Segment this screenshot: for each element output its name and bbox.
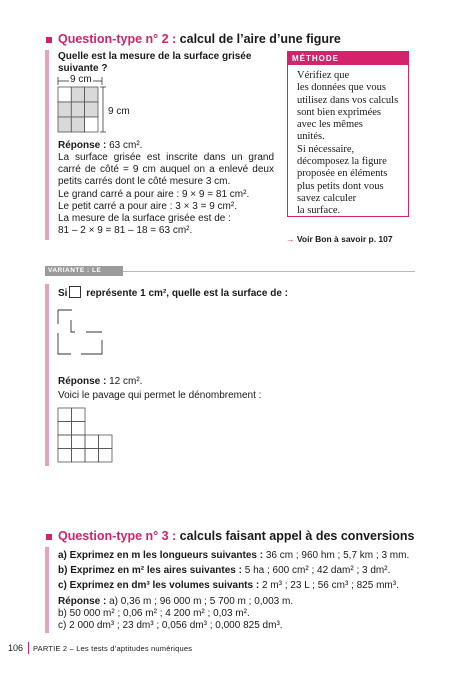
methode-line: proposée en éléments <box>297 168 388 180</box>
pavage-grid-figure <box>58 408 128 468</box>
variante-margin-bar <box>45 284 49 466</box>
variante-answer-value: 12 cm². <box>106 376 143 387</box>
footer-divider <box>28 642 29 654</box>
explanation-line: La surface grisée est inscrite dans un grand <box>58 152 274 163</box>
methode-text <box>297 70 405 218</box>
variante-question <box>58 286 288 300</box>
dimension-side-label: 9 cm <box>108 106 130 117</box>
section2-question: Quelle est la mesure de la surface grisée suivante ? <box>58 51 252 74</box>
unit-square-icon <box>69 286 81 298</box>
conversion-item <box>58 578 409 593</box>
methode-line: unités. <box>297 131 325 143</box>
variante-tag: VARIANTE : LE PAVAGE <box>45 266 123 276</box>
methode-line: décomposez la figure <box>297 156 387 168</box>
section2-margin-bar <box>45 50 49 240</box>
heading-bullet-icon <box>46 37 52 43</box>
methode-line: Si nécessaire, <box>297 143 355 155</box>
conversion-item <box>58 548 409 563</box>
section2-answer-value: 63 cm². <box>106 140 143 151</box>
dimension-top-label: 9 cm <box>70 74 92 85</box>
methode-line: les données que vous <box>297 82 386 94</box>
variante-question-post: représente 1 cm², quelle est la surface de : <box>83 288 288 299</box>
section3-heading <box>46 529 415 543</box>
section2-title: calcul de l’aire d’une figure <box>176 32 341 46</box>
l-shape-figure <box>58 310 118 360</box>
conversion-item-values: 2 m³ ; 23 L ; 56 cm³ ; 825 mm³. <box>259 580 399 591</box>
section3-answer-label: Réponse : <box>58 596 107 607</box>
conversion-item-label: c) Exprimez en dm³ les volumes suivants : <box>58 580 260 591</box>
footer-text: PARTIE 2 – Les tests d’aptitudes numériques <box>33 644 193 653</box>
methode-line: avec les mêmes <box>297 119 363 131</box>
answer-line: b) 50 000 m² ; 0,06 m² ; 4 200 m² ; 0,03 m². <box>58 608 250 619</box>
heading-bullet-icon <box>46 534 52 540</box>
section3-margin-bar <box>45 547 49 633</box>
variante-question-pre: Si <box>58 288 68 299</box>
variante-answer <box>58 376 142 388</box>
methode-line: plus petits dont vous <box>297 180 384 192</box>
page-number: 106 <box>8 643 24 653</box>
methode-line: sont bien exprimées <box>297 106 381 118</box>
methode-line: Vérifiez que <box>297 70 350 81</box>
variante-explanation: Voici le pavage qui permet le dénombrement : <box>58 390 262 401</box>
methode-line: utilisez dans vos calculs <box>297 94 399 106</box>
conversion-item <box>58 563 409 578</box>
explanation-line: Le grand carré a pour aire : 9 × 9 = 81 cm². <box>58 188 250 200</box>
variante-answer-label: Réponse : <box>58 376 107 387</box>
explanation-line: La mesure de la surface grisée est de : <box>58 213 231 225</box>
section2-answer <box>58 140 142 152</box>
methode-header: MÉTHODE <box>288 52 408 65</box>
methode-box <box>287 51 409 217</box>
section3-label: Question-type n° 3 : <box>58 529 177 543</box>
section3-title: calculs faisant appel à des conversions <box>176 529 415 543</box>
section2-heading <box>46 32 341 46</box>
section3-answers <box>58 596 293 632</box>
explanation-line: 81 – 2 × 9 = 81 – 18 = 63 cm². <box>58 225 193 237</box>
answer-line: c) 2 000 dm³ ; 23 dm³ ; 0,056 dm³ ; 0,000 825 dm³. <box>58 620 283 631</box>
section2-explanation <box>58 152 274 237</box>
section3-items <box>58 548 409 593</box>
answer-text: a) 0,36 m ; 96 000 m ; 5 700 m ; 0,003 m. <box>106 596 294 607</box>
conversion-item-label: b) Exprimez en m² les aires suivantes : <box>58 565 242 576</box>
methode-line: la surface. <box>297 205 341 217</box>
section2-label: Question-type n° 2 : <box>58 32 177 46</box>
voir-text: Voir Bon à savoir p. 107 <box>294 234 393 244</box>
conversion-item-values: 5 ha ; 600 cm² ; 42 dam² ; 3 dm². <box>241 565 391 576</box>
explanation-line: petits carrés dont le côté mesure 3 cm. <box>58 176 231 188</box>
conversion-item-label: a) Exprimez en m les longueurs suivantes : <box>58 550 264 561</box>
explanation-line: Le petit carré a pour aire : 3 × 3 = 9 cm². <box>58 200 237 212</box>
voir-bon-a-savoir-link[interactable] <box>286 234 393 244</box>
methode-line: savez calculer <box>297 192 357 204</box>
conversion-item-values: 36 cm ; 960 hm ; 5,7 km ; 3 mm. <box>263 550 410 561</box>
explanation-line: carré de côté = 9 cm auquel on a enlevé deux <box>58 164 274 176</box>
section2-answer-label: Réponse : <box>58 140 107 151</box>
arrow-right-icon: → <box>286 234 295 244</box>
answer-line <box>58 596 293 608</box>
